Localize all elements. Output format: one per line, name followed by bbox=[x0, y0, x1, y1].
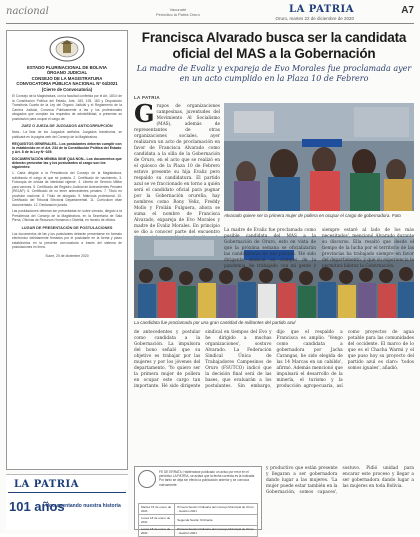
notice-intro: El Consejo de la Magistratura, con la facultad conferida por el Art. 183.II de la Constitución Política del Estado, Arts. 183, 193, 183 y Disposición Transitoria Cuarta de la Ley del Órgano Judicial y el Reglamento de la Carrera Judicial, Convoca Públicamente a las y los profesionales abogados que cumplan los requisitos de admisibilidad, a presentar su postulación para ocupar el cargo de: bbox=[12, 94, 122, 121]
article-tail bbox=[266, 466, 414, 530]
table-cell: Lunes 18 de enero de 2021 bbox=[139, 515, 175, 526]
article-column-right bbox=[224, 228, 414, 269]
promo-line-1: Vacunaté bbox=[169, 7, 187, 12]
municipal-seal-icon bbox=[138, 470, 156, 488]
notice-lugar-heading: LUGAR DE PRESENTACIÓN DE POSTULACIONES bbox=[21, 225, 113, 230]
notice-org-header bbox=[12, 65, 122, 92]
notice-docs-list: 1. Carta dirigida a la Presidencia del Consejo de la Magistratura, solicitando el cargo al que se postula. 2. Certificado de nacimiento. 3. Fotocopia de cédula de identidad vigente. 4. Libreta de Servicio Militar para varones. 5. Certificado del Registro Judicial de Antecedentes Penales (REJAP). 6. Certificado de no tener antecedentes penales. 7. Título en provisión nacional. 8. Título de abogado. 9. Matrícula profesional. 10. Certificado del Tribunal Electoral Departamental. 11. Currículum vitae documentado. 12. Declaración jurada. bbox=[12, 171, 122, 207]
notice-lugar-body: Los documentos de las y los postulantes deberán presentarse en formato electrónico debidamente firmados por el postulante en la forma y plazo establecidos en la presente convocatoria a través del sistema de postulaciones en línea. bbox=[12, 231, 122, 250]
article-body-bottom: de antecedentes y postular como candidata a la Gobernación. La impulsora del bono señaló que su objetivo es trabajar por las mujeres y por los jóvenes del departamento. 'Yo quiero ser la primera mujer de pollera en ocupar este cargo tan importante. Hé sido dirigente sindical en tiempos del Evo y he dirigido a muchas organizaciones', sostuvo Alvarado. La Federación Sindical Única de Trabajadores Campesinos de Oruro (FSUTCO) indicó que la decisión final será de las bases, que evaluarán a los postulantes. Sin embargo, dijo que el respaldo a Francisca es amplio. 'Vengo como candidata a gobernadora por Jacha Carangas, he sido elegida de las 14 Marcas en un cabildo', afirmó. Además mencionó que impulsará el desarrollo de la minería, el turismo y la producción agropecuaria, así como proyectos de agua potable para las comunidades del occidente. El marco de lo que es el Chacha Warmi y el que puso hoy su proyecto del partido azul es claro: 'todos somos iguales', añadió. bbox=[134, 330, 414, 389]
magistratura-seal-icon bbox=[48, 35, 86, 63]
errata-table bbox=[138, 503, 258, 537]
issue-date: Oruro, martes 22 de diciembre de 2020 bbox=[275, 16, 354, 21]
article-deck: La madre de Evaliz y expareja de Evo Morales fue proclamada ayer en un acto cumplido en la Plaza 10 de Febrero bbox=[136, 64, 412, 83]
article-photo-candidate bbox=[224, 103, 414, 211]
photo-caption-2: La candidata fue proclamada por una gran cantidad de militantes del partido azul bbox=[134, 320, 296, 325]
notice-position: JUEZ O JUEZA DE JUZGADOS ANTICORRUPCIÓN bbox=[21, 124, 113, 129]
anniversary-ad bbox=[6, 474, 128, 530]
org-line-5: (Cierre de Convocatoria) bbox=[41, 86, 93, 92]
drop-cap: G bbox=[134, 99, 155, 128]
notice-rules: Las postulaciones deberán ser presentadas en sobre cerrado, dirigido a la Presidencia del Consejo de la Magistratura, en la Secretaría de Sala Plena, Oficinas de Recursos Humanos o Distrital, en horario de oficina. bbox=[12, 209, 122, 223]
ad-years: 101 años bbox=[9, 499, 65, 514]
errata-notice bbox=[134, 466, 262, 535]
org-line-3: CONSEJO DE LA MAGISTRATURA bbox=[31, 75, 103, 81]
promo-line-2: Periódico la Patria Oruro bbox=[156, 12, 200, 17]
table-cell: Primera Sesión Ordinaria del Concejo Municipal de Oruro - Gestión 2021 bbox=[175, 504, 258, 515]
table-cell: Lunes 18 de enero de 2021 bbox=[139, 526, 175, 537]
table-row bbox=[139, 526, 258, 537]
org-line-2: ÓRGANO JUDICIAL bbox=[46, 70, 88, 76]
table-row bbox=[139, 504, 258, 515]
errata-text: FE DE ERRATA: Habiéndose publicado un aviso por error en el periódico LA PATRIA, se aclara que la fecha correcta es la indicada. Por tanto se deja sin efecto la publicación anterior y se convoca nuevamente. bbox=[159, 470, 256, 487]
section-label: nacional bbox=[6, 6, 49, 17]
official-notice bbox=[6, 30, 128, 470]
page-header bbox=[6, 4, 414, 24]
org-line-4: CONVOCATORIA PÚBLICA NACIONAL Nº 04/2021 bbox=[16, 81, 118, 87]
article-columns-bottom bbox=[134, 330, 414, 460]
article-body-tail: y productivo que están presente y llegaran a ser gobernadora dando lugar a las mujeres. 'La mujer puede estar también en la Gobernación, somos capaces', sostuvo. Pidió unidad para encarar este proceso y llegar a ser gobernadora dando lugar a las mujeres en toda Bolivia. bbox=[266, 466, 414, 495]
notice-signature: Sucre, 20 de diciembre 2020 bbox=[45, 253, 89, 258]
article-header bbox=[134, 30, 414, 84]
header-promo bbox=[156, 7, 200, 17]
table-cell: Primera Sesión Ordinaria del Concejo Municipal de Oruro - Gestión 2021 bbox=[175, 526, 258, 537]
article-headline: Francisca Alvarado busca ser la candidata oficial del MAS a la Gobernación bbox=[141, 30, 407, 61]
table-row bbox=[139, 515, 258, 526]
ad-logo: LA PATRIA bbox=[14, 479, 79, 490]
article-body-right: La madre de Evaliz fue proclamada como posible candidata del MAS a la Gobernación de Oruro, esto en vista de que la próxima semana se oficializarán las candidaturas de ese partido. 'Hé sido dirigente sindical en tiempos de la pandemia, he trabajado con mi gente y siempre estaré al lado de los más necesitados', mencionó Alvarado durante su discurso. Ella resaltó que desde el tiempo de la lucha por el territorio de las provincias ha trabajado siempre en favor del departamento, y que su experiencia le permitirá liderar la Gobernación. bbox=[224, 228, 414, 269]
article-kicker: LA PATRIA bbox=[134, 95, 160, 100]
table-cell: Segunda Sesión Ordinaria bbox=[175, 515, 258, 526]
photo-caption-1: Alvarado quiere ser la primera mujer de pollera en ocupar el cargo de gobernadora. Foto bbox=[224, 213, 401, 218]
notice-requirements: REQUISITOS GENERALES.- Los postulantes deberán cumplir con lo establecido en el Art. 234 de la Constitución Política del Estado y Art. 8 de la Ley Nº 025: bbox=[12, 142, 122, 155]
notice-docs-heading: DOCUMENTACIÓN MÍNIMA SINE QUA NON.- Los documentos que deberán presentar las y los postulantes al cargo son los siguientes: bbox=[12, 157, 122, 170]
ad-divider bbox=[8, 492, 126, 493]
org-line-1: ESTADO PLURINACIONAL DE BOLIVIA bbox=[26, 65, 108, 70]
masthead-logo: LA PATRIA bbox=[289, 4, 354, 15]
ad-tagline: documentando nuestra historia bbox=[46, 503, 121, 509]
table-cell: Martes 15 de enero de 2021 bbox=[139, 504, 175, 515]
page-number: A7 bbox=[401, 5, 414, 16]
article-body-1: rupos de organizaciones campesinas, juventudes del Movimiento Al Socialismo (MAS), además de representantes de otras organizaciones sociales, ayer realizaron un acto de proclamación en favor de Francisca Alvarado como candidata a la silla de la Gobernación de Oruro, en el acto que se realizó en el quiosco de la Plaza 10 de Febrero estuvo presente su hija Evaliz pero respaldo su candidatura. El partido azul se ve fraccionado en torno a quién será el candidato oficial para pugnar por la Gobernación orureña, hay nombres como Rony Veliz, Freddy Mollo y Froilán Fulguera, ahora se suma el nombre de Francisca Alvarado, expareja de Evo Morales y madre de Evaliz Morales. En principio se dio a conocer parte del encuentro bbox=[134, 104, 220, 235]
notice-note: Nota.- La lista de los Juzgados acéfalos, Juzgados transitorios, se publicará en la página web del Consejo de la Magistratura. bbox=[12, 130, 122, 139]
